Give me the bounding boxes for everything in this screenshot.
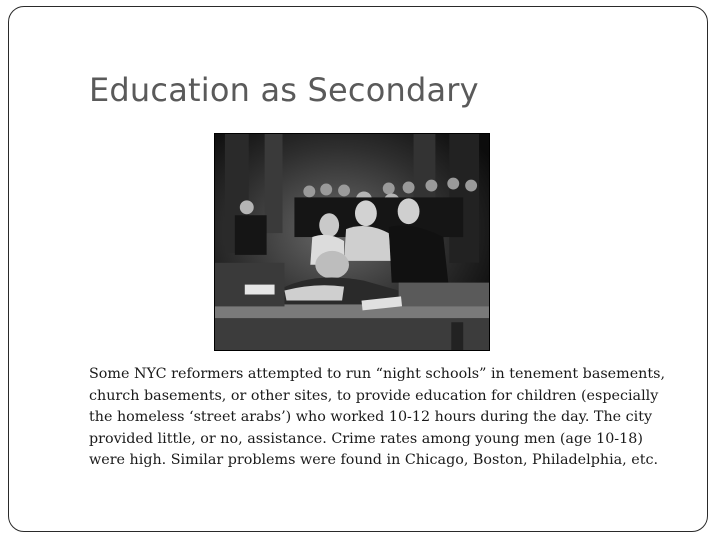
slide-frame bbox=[8, 6, 708, 532]
classroom-photo-image bbox=[215, 134, 489, 350]
classroom-photo bbox=[214, 133, 490, 351]
slide-body-text: Some NYC reformers attempted to run “night schools” in tenement basements, church basements, or other sites, to provide education for children (especially the homeless ‘street arabs’) who worked 10-12 hours during the day. The city provided little, or no, assistance. Crime rates among young men (age 10-18) were high. Similar problems were found in Chicago, Boston, Philadelphia, etc. bbox=[89, 366, 665, 469]
slide-title: Education as Secondary bbox=[89, 71, 479, 109]
